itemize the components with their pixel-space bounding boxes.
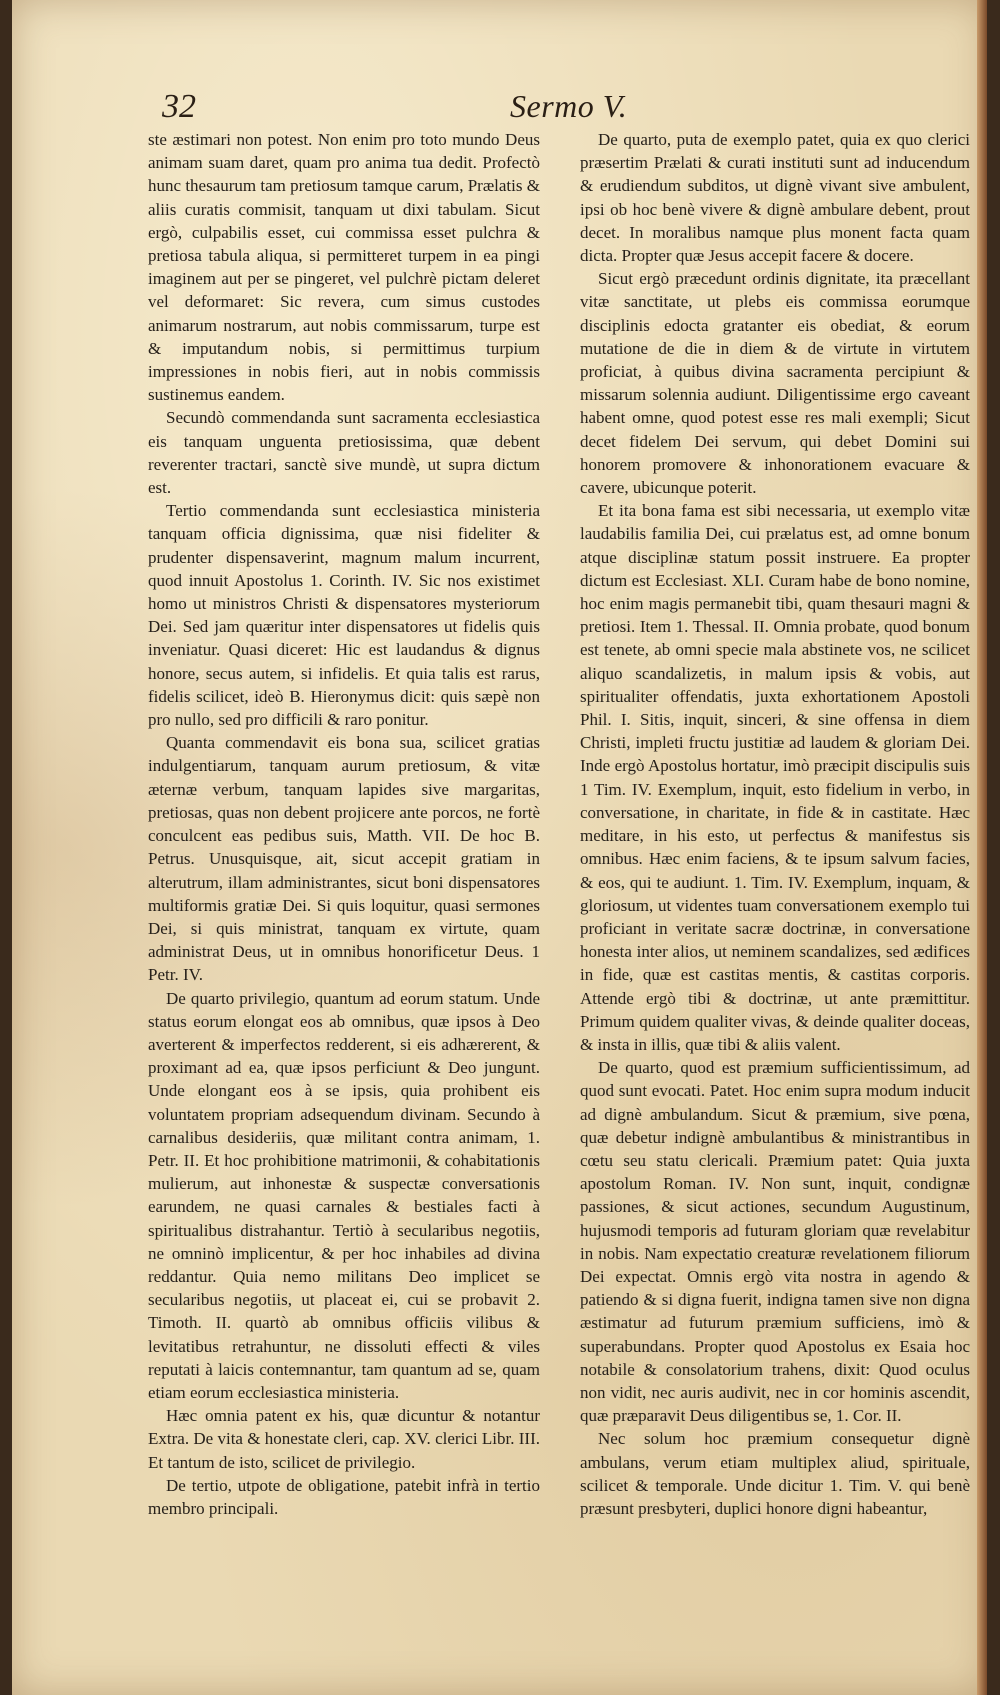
running-title: Sermo V.	[510, 88, 628, 124]
paragraph: Tertio commendanda sunt ecclesiastica ministeria tanquam officia dignissima, quæ nisi fideliter & prudenter dispensaverint, magnum malum incurrent, quod innuit Apostolus 1. Corinth. IV. Sic nos existimet homo ut ministros Christi & dispensatores mysteriorum Dei. Sed jam quæritur inter dispensatores ut fidelis quis inveniatur. Quasi diceret: Hic est laudandus & dignus honore, secus autem, si infidelis. Et quia talis est rarus, fidelis scilicet, ideò B. Hieronymus dicit: quis sæpè non pro nullo, sed pro difficili & raro ponitur.	[148, 501, 540, 730]
right-column	[580, 128, 970, 1520]
page-number: 32	[162, 88, 196, 125]
paragraph: Hæc omnia patent ex his, quæ dicuntur & notantur Extra. De vita & honestate cleri, cap. XV. clerici Libr. III. Et tantum de isto, scilicet de privilegio.	[148, 1406, 540, 1472]
paragraph: Et ita bona fama est sibi necessaria, ut exemplo vitæ laudabilis familia Dei, cui prælatus est, ad omne bonum atque disciplinæ statum possit instruere. Ea propter dictum est Ecclesiast. XLI. Curam habe de bono nomine, hoc enim magis permanebit tibi, quam thesauri magni & pretiosi. Item 1. Thessal. II. Omnia probate, quod bonum est tenete, ab omni specie mala abstinete vos, ne scilicet aliquo scandalizetis, in malum ipsis & vobis, aut spiritualiter offendatis, juxta exhortationem Apostoli Phil. I. Sitis, inquit, sinceri, & sine offensa in diem Christi, impleti fructu justitiæ ad laudem & gloriam Dei. Inde ergò Apostolus hortatur, imò præcipit discipulis suis 1 Tim. IV. Exemplum, inquit, esto fidelium in verbo, in conversatione, in charitate, in fide & in castitate. Hæc meditare, in his esto, ut perfectus & manifestus sis omnibus. Hæc enim faciens, & te ipsum salvum facies, & eos, qui te audiunt. 1. Tim. IV. Exemplum, inquam, & gloriosum, ut videntes tuam conversationem exemplo tui proficiant in veritate sacræ doctrinæ, in conversatione honesta inter alios, ut neminem scandalizes, sed ædifices in fide, quæ est castitas mentis, & castitas corporis. Attende ergò tibi & doctrinæ, ut ante præmittitur. Primum quidem qualiter vivas, & deinde qualiter doceas, & insta in illis, quæ tibi & aliis valent.	[580, 501, 970, 1054]
paragraph: Sicut ergò præcedunt ordinis dignitate, ita præcellant vitæ sanctitate, ut plebs eis commissa eorumque disciplinis edocta gratanter eis obediat, & eorum mutatione de die in diem & de virtute in virtutem proficiat, à quibus divina sacramenta percipiunt & missarum solennia audiunt. Diligentissime ergo caveant habent omne, quod potest esse res mali exempli; Sicut decet fidelem Dei servum, qui debet Domini sui honorem promovere & inhonorationem evacuare & cavere, ubicunque poterit.	[580, 269, 970, 498]
page-edge	[977, 0, 987, 1695]
paragraph: Quanta commendavit eis bona sua, scilicet gratias indulgentiarum, tanquam aurum pretiosum, & vitæ æternæ verbum, tanquam lapides sive margaritas, pretiosas, quas non debent projicere ante porcos, ne fortè conculcent eas pedibus suis, Matth. VII. De hoc B. Petrus. Unusquisque, ait, sicut accepit gratiam in alterutrum, illam administrantes, sicut boni dispensatores multiformis gratiæ Dei. Si quis loquitur, quasi sermones Dei, si quis ministrat, tanquam ex virtute, quam administrat Deus, ut in omnibus honorificetur Deus. 1 Petr. IV.	[148, 733, 540, 985]
left-column	[148, 128, 540, 1520]
paragraph: De tertio, utpote de obligatione, patebit infrà in tertio membro principali.	[148, 1475, 540, 1518]
paragraph: De quarto privilegio, quantum ad eorum statum. Unde status eorum elongat eos ab omnibus, quæ ipsos à Deo averterent & imperfectos redderent, si eis adhærerent, & proximant ad ea, quæ ipsos perficiunt & Deo jungunt. Unde elongant eos à se ipsis, quia prohibent eis voluntatem propriam adsequendum divinam. Secundo à carnalibus desideriis, quæ militant contra animam, 1. Petr. II. Et hoc prohibitione matrimonii, & cohabitationis mulierum, aut inhonestæ & suspectæ conversationis earundem, ne quasi carnales & bestiales facti à spiritualibus distrahantur. Tertiò à secularibus negotiis, ne omninò implicentur, & per hoc inhabiles ad divina reddantur. Quia nemo militans Deo implicet se secularibus negotiis, ut placeat ei, cui se probavit 2. Timoth. II. quartò ab omnibus officiis vilibus & levitatibus retrahuntur, ne dissoluti effecti & viles reputati à laicis contemnantur, tam quantum ad se, quam etiam eorum ecclesiastica ministeria.	[148, 988, 540, 1402]
paragraph: De quarto, puta de exemplo patet, quia ex quo clerici præsertim Prælati & curati instituti sunt ad inducendum & erudiendum subditos, ut dignè vivant sive ambulent, ipsi ob hoc benè vivere & dignè ambulare debent, prout decet. In moralibus namque plus monent facta quam dicta. Propter quæ Jesus accepit facere & docere.	[580, 130, 970, 266]
paragraph: De quarto, quod est præmium sufficientissimum, ad quod sunt evocati. Patet. Hoc enim supra modum inducit ad dignè ambulandum. Sicut & præmium, sive pœna, quæ debetur indignè ambulantibus & ministrantibus in cœtu seu statu clericali. Præmium patet: Quia juxta apostolum Roman. IV. Non sunt, inquit, condignæ passiones, & sicut actiones, secundum Augustinum, hujusmodi temporis ad futuram gloriam quæ revelabitur in nobis. Nam expectatio creaturæ revelationem filiorum Dei expectat. Omnis ergò vita nostra in agendo & patiendo & si digna fuerit, indigna tamen sive non digna æstimatur ad futurum præmium sufficiens, imò & superabundans. Propter quod Apostolus ex Esaia hoc notabile & consolatorium trahens, dixit: Quod oculus non vidit, nec auris audivit, nec in cor hominis ascendit, quæ præparavit Deus diligentibus se, 1. Cor. II.	[580, 1058, 970, 1426]
paragraph: Secundò commendanda sunt sacramenta ecclesiastica eis tanquam unguenta pretiosissima, quæ debent reverenter tractari, sanctè sive mundè, ut supra dictum est.	[148, 408, 540, 498]
book-page	[12, 0, 987, 1695]
paragraph: ste æstimari non potest. Non enim pro toto mundo Deus animam suam daret, quam pro anima tua dedit. Profectò hunc thesaurum tam pretiosum tamque carum, Prælatis & aliis curatis commisit, tanquam ut dixi tabulam. Sicut ergò, culpabilis esset, cui commissa esset pulchra & pretiosa tabula aliqua, si permitteret turpem in ea pingi imaginem aut per se pingeret, vel pulchrè pictam deleret vel deformaret: Sic revera, cum simus custodes animarum nostrarum, aut nobis commissarum, turpe est & imputandum nobis, si permittimus turpium impressiones in nobis fieri, aut in nobis commissis sustinemus eandem.	[148, 130, 540, 405]
paragraph: Nec solum hoc præmium consequetur dignè ambulans, verum etiam multiplex aliud, spirituale, scilicet & temporale. Unde dicitur 1. Tim. V. qui benè præsunt presbyteri, duplici honore digni habeantur,	[580, 1429, 970, 1518]
running-head	[12, 88, 987, 128]
